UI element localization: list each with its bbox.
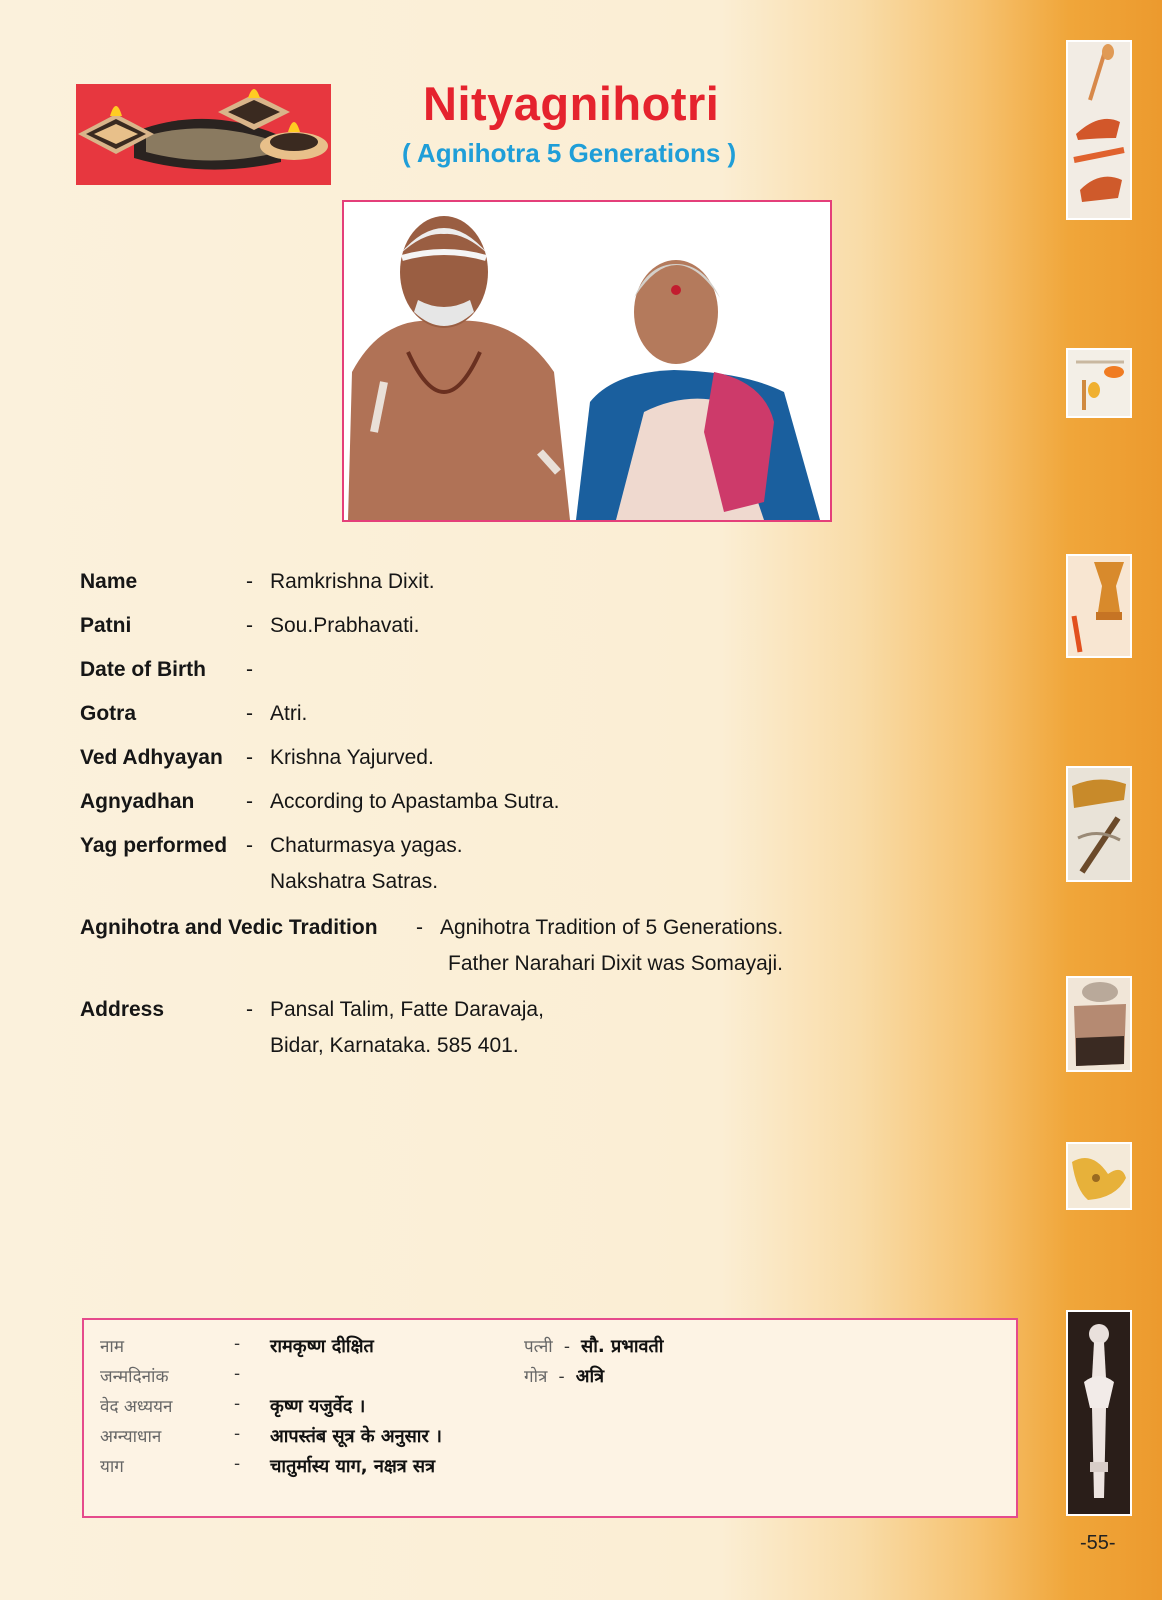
fire-drill-icon — [1068, 768, 1130, 880]
hindi-separator: - — [234, 1424, 241, 1444]
detail-label: Agnihotra and Vedic Tradition — [80, 916, 378, 939]
hindi-separator: - — [234, 1454, 241, 1474]
page-title: Nityagnihotri — [423, 77, 720, 130]
hindi-value: रामकृष्ण दीक्षित — [270, 1336, 374, 1357]
ritual-fire-drill-image — [1066, 766, 1132, 882]
hindi-label: गोत्र — [524, 1367, 548, 1387]
hindi-separator: - — [234, 1394, 241, 1414]
hindi-label: पत्नी — [524, 1337, 553, 1357]
portrait-image — [344, 202, 830, 520]
hindi-value: अत्रि — [575, 1366, 605, 1387]
detail-separator: - — [246, 658, 253, 681]
detail-label: Date of Birth — [80, 658, 206, 681]
fire-altar-icon — [76, 84, 331, 185]
detail-separator: - — [246, 834, 253, 857]
detail-label: Agnyadhan — [80, 790, 195, 813]
detail-value: Sou.Prabhavati. — [270, 614, 420, 637]
hindi-label: याग — [100, 1457, 124, 1477]
detail-label: Ved Adhyayan — [80, 746, 223, 769]
grinding-stone-icon — [1068, 978, 1130, 1070]
ritual-pestle-image — [1066, 554, 1132, 658]
fire-altar-logo — [76, 84, 331, 185]
hindi-right-row — [524, 1334, 824, 1364]
detail-label: Gotra — [80, 702, 137, 725]
ritual-ladle-image — [1066, 348, 1132, 418]
hindi-label: जन्मदिनांक — [100, 1367, 169, 1387]
ritual-stone-image — [1066, 976, 1132, 1072]
hindi-separator: - — [234, 1334, 241, 1354]
detail-value: Chaturmasya yagas. — [270, 834, 463, 857]
detail-label: Patni — [80, 614, 132, 637]
hindi-value: आपस्तंब सूत्र के अनुसार । — [270, 1426, 442, 1447]
hindi-separator: - — [558, 1367, 565, 1387]
hindi-summary-box — [82, 1318, 1018, 1518]
detail-separator: - — [246, 998, 253, 1021]
wooden-sword-icon — [1068, 1312, 1130, 1514]
detail-value: According to Apastamba Sutra. — [270, 790, 560, 813]
hindi-row — [84, 1364, 504, 1394]
detail-separator: - — [246, 614, 253, 637]
mortar-icon — [1068, 556, 1130, 656]
hindi-value: कृष्ण यजुर्वेद । — [270, 1396, 366, 1417]
page-subtitle: ( Agnihotra 5 Generations ) — [402, 138, 737, 168]
hindi-row — [84, 1424, 504, 1454]
detail-value-continued: Nakshatra Satras. — [270, 870, 439, 893]
detail-value: Agnihotra Tradition of 5 Generations. — [440, 916, 784, 939]
detail-separator: - — [246, 790, 253, 813]
hindi-value: सौ. प्रभावती — [581, 1336, 664, 1357]
hindi-right-row — [524, 1364, 824, 1394]
detail-separator: - — [246, 570, 253, 593]
hindi-row — [84, 1394, 504, 1424]
detail-value: Ramkrishna Dixit. — [270, 570, 435, 593]
couple-portrait — [342, 200, 832, 522]
ladle-icon — [1068, 42, 1130, 218]
detail-value-continued: Father Narahari Dixit was Somayaji. — [448, 952, 783, 975]
hindi-value: चातुर्मास्य याग, नक्षत्र सत्र — [270, 1456, 436, 1477]
detail-label: Yag performed — [80, 834, 228, 857]
detail-label: Address — [80, 998, 165, 1021]
hindi-row — [84, 1454, 504, 1484]
vessel-icon — [1068, 1144, 1130, 1208]
hindi-row — [84, 1334, 504, 1364]
detail-value: Krishna Yajurved. — [270, 746, 434, 769]
detail-separator: - — [246, 702, 253, 725]
ritual-vessel-image — [1066, 1142, 1132, 1210]
hindi-label: नाम — [100, 1337, 125, 1357]
detail-label: Name — [80, 570, 138, 593]
detail-value: Atri. — [270, 702, 308, 725]
detail-value-continued: Bidar, Karnataka. 585 401. — [270, 1034, 519, 1057]
detail-value: Pansal Talim, Fatte Daravaja, — [270, 998, 544, 1021]
page-number: -55- — [1080, 1532, 1116, 1554]
ritual-sword-image — [1066, 1310, 1132, 1516]
ritual-spoons-image — [1066, 40, 1132, 220]
detail-separator: - — [416, 916, 423, 939]
hindi-label: अग्न्याधान — [100, 1427, 162, 1447]
hindi-label: वेद अध्ययन — [100, 1397, 173, 1417]
hindi-separator: - — [563, 1337, 570, 1357]
spoon-icon — [1068, 350, 1130, 416]
hindi-separator: - — [234, 1364, 241, 1384]
detail-separator: - — [246, 746, 253, 769]
